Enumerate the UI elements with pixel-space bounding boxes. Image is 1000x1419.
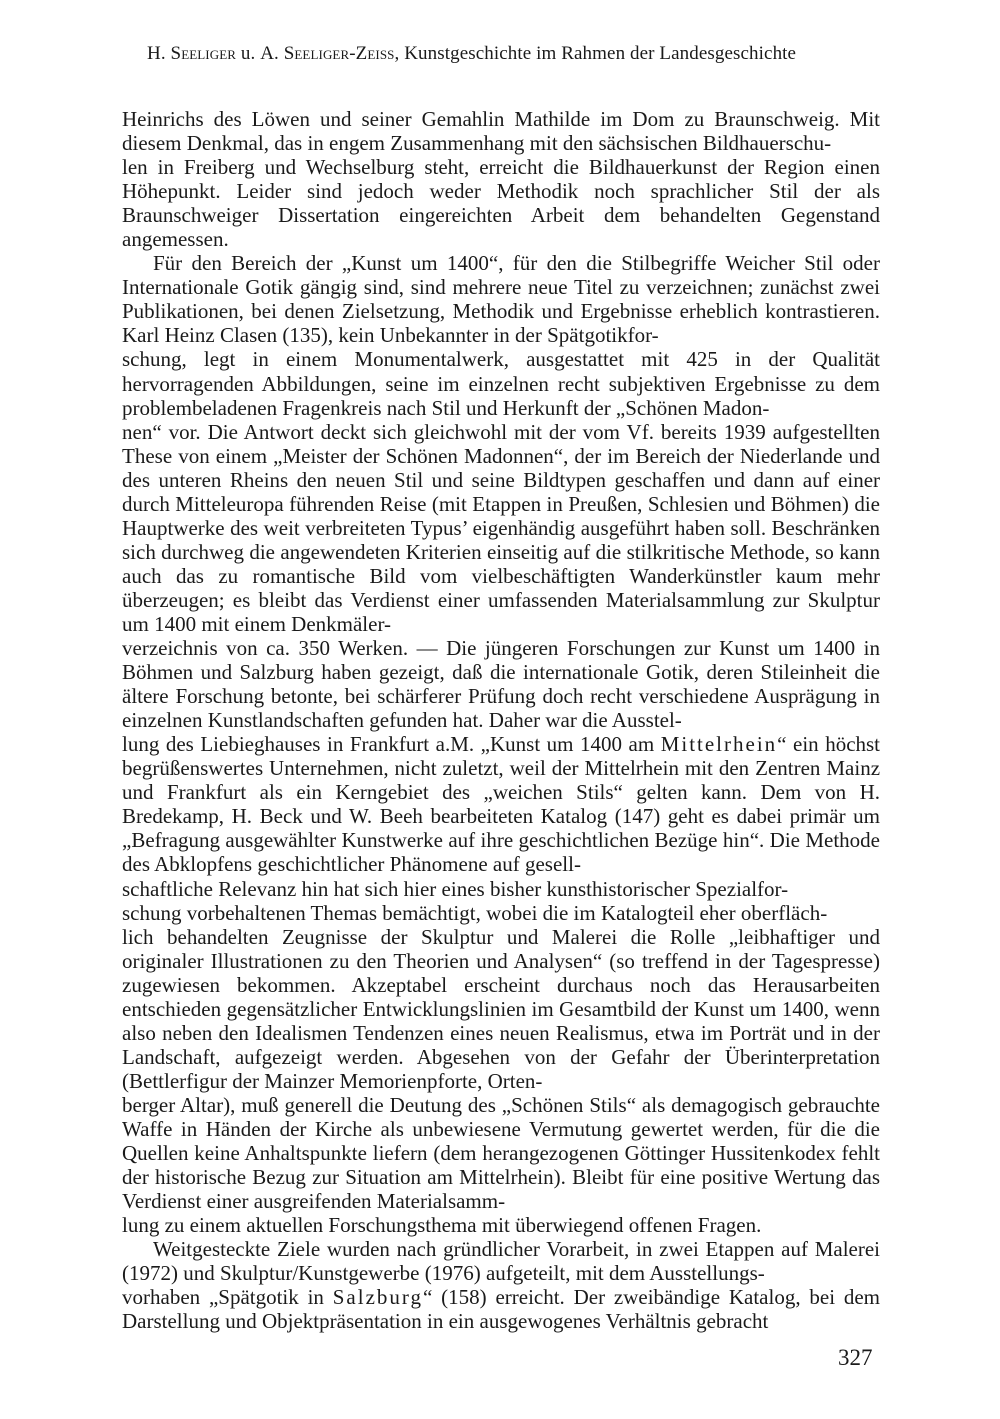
text-line: aufgestellten These von einem „Meister der Schönen Madonnen“, der im Bereich der [122, 419, 881, 468]
text-line: kontrastieren. Karl Heinz Clasen (135), kein Unbekannter in der Spätgotikfor- [122, 299, 880, 348]
running-header [147, 42, 887, 66]
text-line: diesem Denkmal, das in engem Zusammenhang mit den sächsischen Bildhauerschu- [122, 131, 832, 156]
text-line: Für den Bereich der „Kunst um 1400“, für den die Stilbegriffe Weicher Stil oder [153, 251, 880, 276]
text-line: verzeichnis von ca. 350 Werken. — Die jüngeren Forschungen zur Kunst um 1400 in [122, 636, 880, 661]
text-line: höchst begrüßenswertes Unternehmen, nicht zuletzt, weil der Mittelrhein mit den [122, 732, 881, 781]
header-author-2: A. Seeliger-Zeiss [260, 43, 395, 64]
text-line: dabei primär um „Befragung ausgewählter Kunstwerke auf ihre geschichtlichen [122, 804, 880, 853]
text-line: dem Darstellung und Objektpräsentation in ein ausgewogenes Verhältnis gebracht [122, 1285, 881, 1334]
text-line: und dann auf einer durch Mitteleuropa führenden Reise (mit Etappen in Preußen, [122, 467, 881, 516]
text-line: originaler Illustrationen zu den Theorien und Analysen“ (so treffend in der [122, 948, 766, 973]
text-line: Niederlande und des unteren Rheins den neuen Stil und seine Bildtypen geschaffen [122, 443, 880, 492]
text-line: Göttinger Hussitenkodex fehlt der historische Bezug zur Situation am Mittelrhein). [122, 1141, 881, 1190]
text-line: werden, für die die Quellen keine Anhaltspunkte liefern (dem herangezogenen [122, 1116, 880, 1166]
text-line: Schlesien und Böhmen) die Hauptwerke des weit verbreiteten Typus’ eigenhändig [122, 491, 880, 540]
text-line: Gefahr der Überinterpretation (Bettlerfigur der Mainzer Memorienpforte, Orten- [122, 1044, 880, 1093]
text-line: Böhmen und Salzburg haben gezeigt, daß die internationale Gotik, deren Stileinheit [122, 660, 847, 685]
text-line: einer umfassenden Materialsammlung zur Skulptur um 1400 mit einem Denkmäler- [122, 587, 881, 636]
text-line: Malerei (1972) und Skulptur/Kunstgewerbe (1976) aufgeteilt, mit dem Ausstellungs- [122, 1237, 881, 1286]
text-line: Zentren Mainz und Frankfurt als ein Kerngebiet des „weichen Stils“ gelten kann. [122, 756, 881, 805]
paragraph [122, 1237, 880, 1333]
paragraph [122, 251, 880, 1237]
text-line: Ausprägung in einzelnen Kunstlandschaften gefunden hat. Daher war die Ausstel- [122, 684, 881, 733]
text-line: einseitig auf die stilkritische Methode, so kann auch das zu romantische Bild vom [122, 539, 881, 588]
text-line: etwa im Porträt und in der Landschaft, aufgezeigt werden. Abgesehen von der [122, 1020, 880, 1069]
text-line: Herausarbeiten entschieden gegensätzlicher Entwicklungslinien im Gesamtbild der [122, 972, 880, 1021]
text-line: lung zu einem aktuellen Forschungsthema mit überwiegend offenen Fragen. [122, 1213, 762, 1238]
page-number: 327 [838, 1345, 873, 1370]
header-title: , Kunstgeschichte im Rahmen der Landesgeschichte [394, 43, 797, 64]
text-line: zwei Publikationen, bei denen Zielsetzung, Methodik und Ergebnisse erheblich [122, 275, 880, 324]
text-line: nen“ vor. Die Antwort deckt sich gleichwohl mit der vom Vf. bereits 1939 [122, 419, 766, 444]
text-line: hervorragenden Abbildungen, seine im einzelnen recht subjektiven Ergebnisse zu [122, 371, 835, 396]
text-line: die ältere Forschung betonte, bei schärferer Prüfung doch recht verschiedene [122, 660, 880, 709]
emphasized-word: Mittelrhein [660, 732, 778, 757]
text-line: vorhaben „Spätgotik in Salzburg“ (158) erreicht. Der zweibändige Katalog, bei [122, 1285, 836, 1310]
text-line: Bezüge hin“. Die Methode des Abklopfens geschichtlicher Phänomene auf gesell- [122, 828, 880, 877]
text-line: schung, legt in einem Monumentalwerk, ausgestattet mit 425 in der Qualität [122, 347, 880, 372]
text-line: Bleibt für eine positive Wertung das Verdienst einer ausgreifenden Materialsamm- [122, 1165, 880, 1214]
text-line: vielbeschäftigten Wanderkünstler kaum mehr überzeugen; es bleibt das Verdienst [122, 563, 880, 612]
text-line: Dem von H. Bredekamp, H. Beck und W. Beeh bearbeiteten Katalog (147) geht es [122, 780, 880, 829]
text-line: ausgeführt haben soll. Beschränken sich durchweg die angewendeten Kriterien [122, 515, 881, 564]
text-line: lich behandelten Zeugnisse der Skulptur und Malerei die Rolle „leibhaftiger und [122, 924, 880, 949]
text-line: len in Freiberg und Wechselburg steht, erreicht die Bildhauerkunst der Region einen [122, 155, 880, 180]
header-connector: u. [236, 43, 261, 64]
text-line: schaftliche Relevanz hin hat sich hier eines bisher kunsthistorischer Spezialfor- [122, 876, 789, 901]
text-line: Internationale Gotik gängig sind, sind mehrere neue Titel zu verzeichnen; zunächst [122, 275, 834, 300]
text-line: Kunst um 1400, wenn also neben den Idealismen Tendenzen eines neuen Realismus, [122, 996, 880, 1045]
body-text [122, 107, 880, 1333]
text-line: schung vorbehaltenen Themas bemächtigt, wobei die im Katalogteil eher oberfläch- [122, 900, 828, 925]
paragraph [122, 107, 880, 251]
text-line: Braunschweiger Dissertation eingereichten Arbeit dem behandelten Gegenstand [122, 203, 880, 228]
text-line: Tagespresse) zugewiesen bekommen. Akzeptabel erscheint durchaus noch das [122, 948, 880, 997]
header-author-1: H. Seeliger [147, 43, 237, 64]
emphasized-word: Salzburg [332, 1285, 424, 1310]
text-line: lung des Liebieghauses in Frankfurt a.M. „Kunst um 1400 am Mittelrhein“ ein [122, 732, 819, 757]
text-line: angemessen. [122, 227, 229, 252]
text-line: berger Altar), muß generell die Deutung des „Schönen Stils“ als demagogisch [122, 1092, 782, 1117]
text-line: dem problembeladenen Fragenkreis nach Stil und Herkunft der „Schönen Madon- [122, 371, 881, 420]
text-line: gebrauchte Waffe in Händen der Kirche als unbewiesene Vermutung gewertet [122, 1092, 881, 1141]
text-line: Weitgesteckte Ziele wurden nach gründlicher Vorarbeit, in zwei Etappen auf [153, 1237, 808, 1262]
text-line: Heinrichs des Löwen und seiner Gemahlin Mathilde im Dom zu Braunschweig. Mit [122, 107, 880, 131]
text-line: Höhepunkt. Leider sind jedoch weder Methodik noch sprachlicher Stil der als [122, 179, 880, 204]
